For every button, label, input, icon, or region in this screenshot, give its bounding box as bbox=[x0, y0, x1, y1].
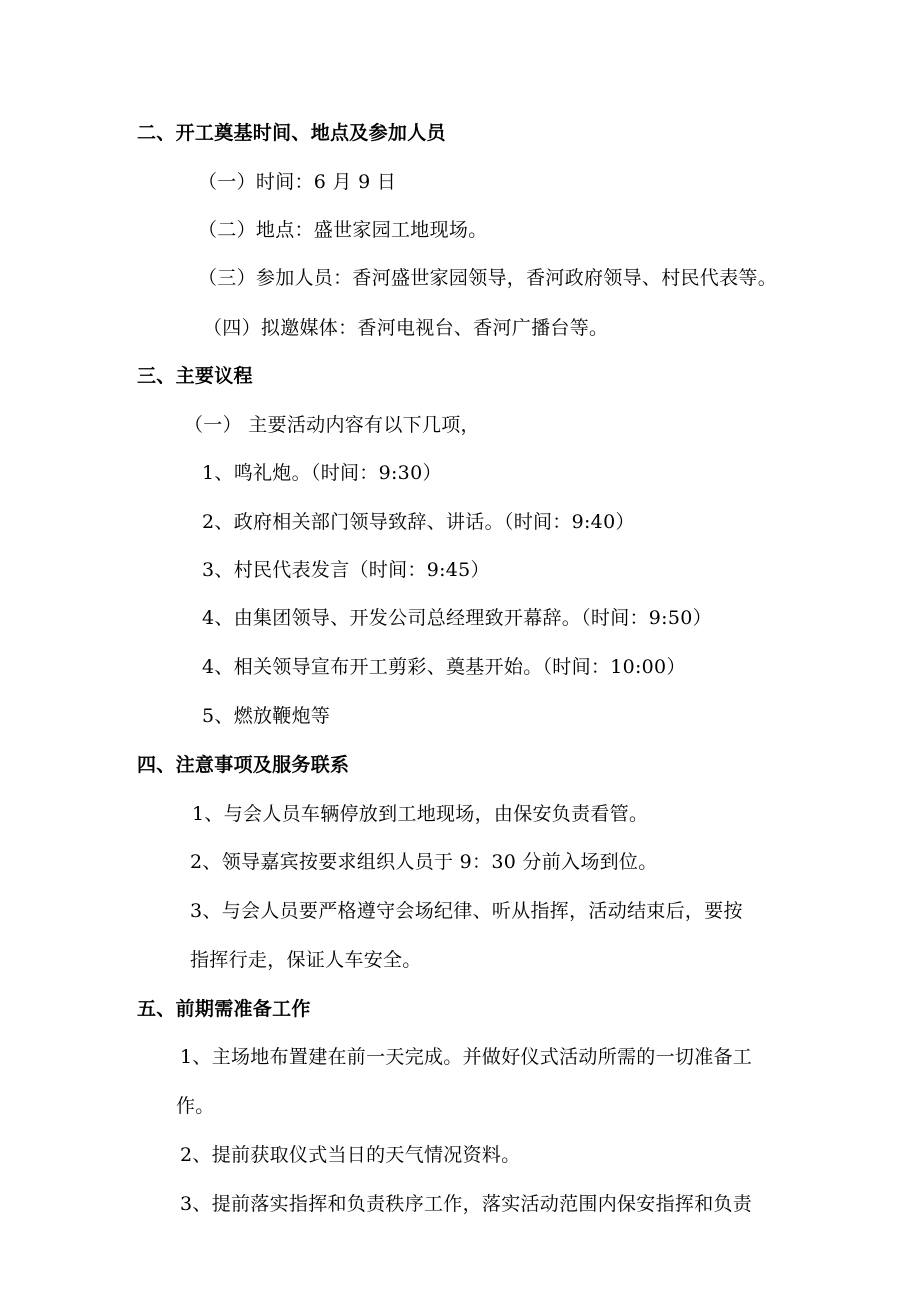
section-2-item-time: （一）时间：6 月 9 日 bbox=[198, 171, 397, 193]
notice-item: 3、与会人员要严格遵守会场纪律、听从指挥，活动结束后，要按 bbox=[190, 900, 743, 922]
prep-item: 3、提前落实指挥和负责秩序工作，落实活动范围内保安指挥和负责 bbox=[180, 1193, 753, 1215]
section-2-heading: 二、开工奠基时间、地点及参加人员 bbox=[137, 122, 446, 144]
section-2-item-attendees: （三）参加人员：香河盛世家园领导，香河政府领导、村民代表等。 bbox=[198, 267, 778, 289]
notice-item-continuation: 指挥行走，保证人车安全。 bbox=[190, 949, 422, 971]
agenda-item: 1、鸣礼炮。（时间：9:30） bbox=[202, 462, 442, 484]
agenda-item: 5、燃放鞭炮等 bbox=[202, 705, 331, 727]
prep-item: 1、主场地布置建在前一天完成。并做好仪式活动所需的一切准备工 bbox=[180, 1046, 753, 1068]
agenda-item: 2、政府相关部门领导致辞、讲话。（时间：9:40） bbox=[202, 511, 635, 533]
agenda-item: 4、由集团领导、开发公司总经理致开幕辞。（时间：9:50） bbox=[202, 607, 712, 629]
agenda-item: 3、村民代表发言（时间：9:45） bbox=[202, 559, 490, 581]
notice-item: 1、与会人员车辆停放到工地现场，由保安负责看管。 bbox=[192, 803, 649, 825]
agenda-item: 4、相关领导宣布开工剪彩、奠基开始。（时间：10:00） bbox=[202, 656, 686, 678]
section-5-heading: 五、前期需准备工作 bbox=[137, 998, 311, 1020]
section-3-subheading: （一） 主要活动内容有以下几项， bbox=[184, 414, 480, 436]
section-2-item-media: （四）拟邀媒体：香河电视台、香河广播台等。 bbox=[203, 317, 609, 339]
prep-item-continuation: 作。 bbox=[176, 1095, 215, 1117]
section-4-heading: 四、注意事项及服务联系 bbox=[137, 754, 350, 776]
section-3-heading: 三、主要议程 bbox=[137, 365, 253, 387]
section-2-item-location: （二）地点：盛世家园工地现场。 bbox=[198, 219, 488, 241]
notice-item: 2、领导嘉宾按要求组织人员于 9：30 分前入场到位。 bbox=[190, 851, 658, 873]
prep-item: 2、提前获取仪式当日的天气情况资料。 bbox=[180, 1144, 521, 1166]
